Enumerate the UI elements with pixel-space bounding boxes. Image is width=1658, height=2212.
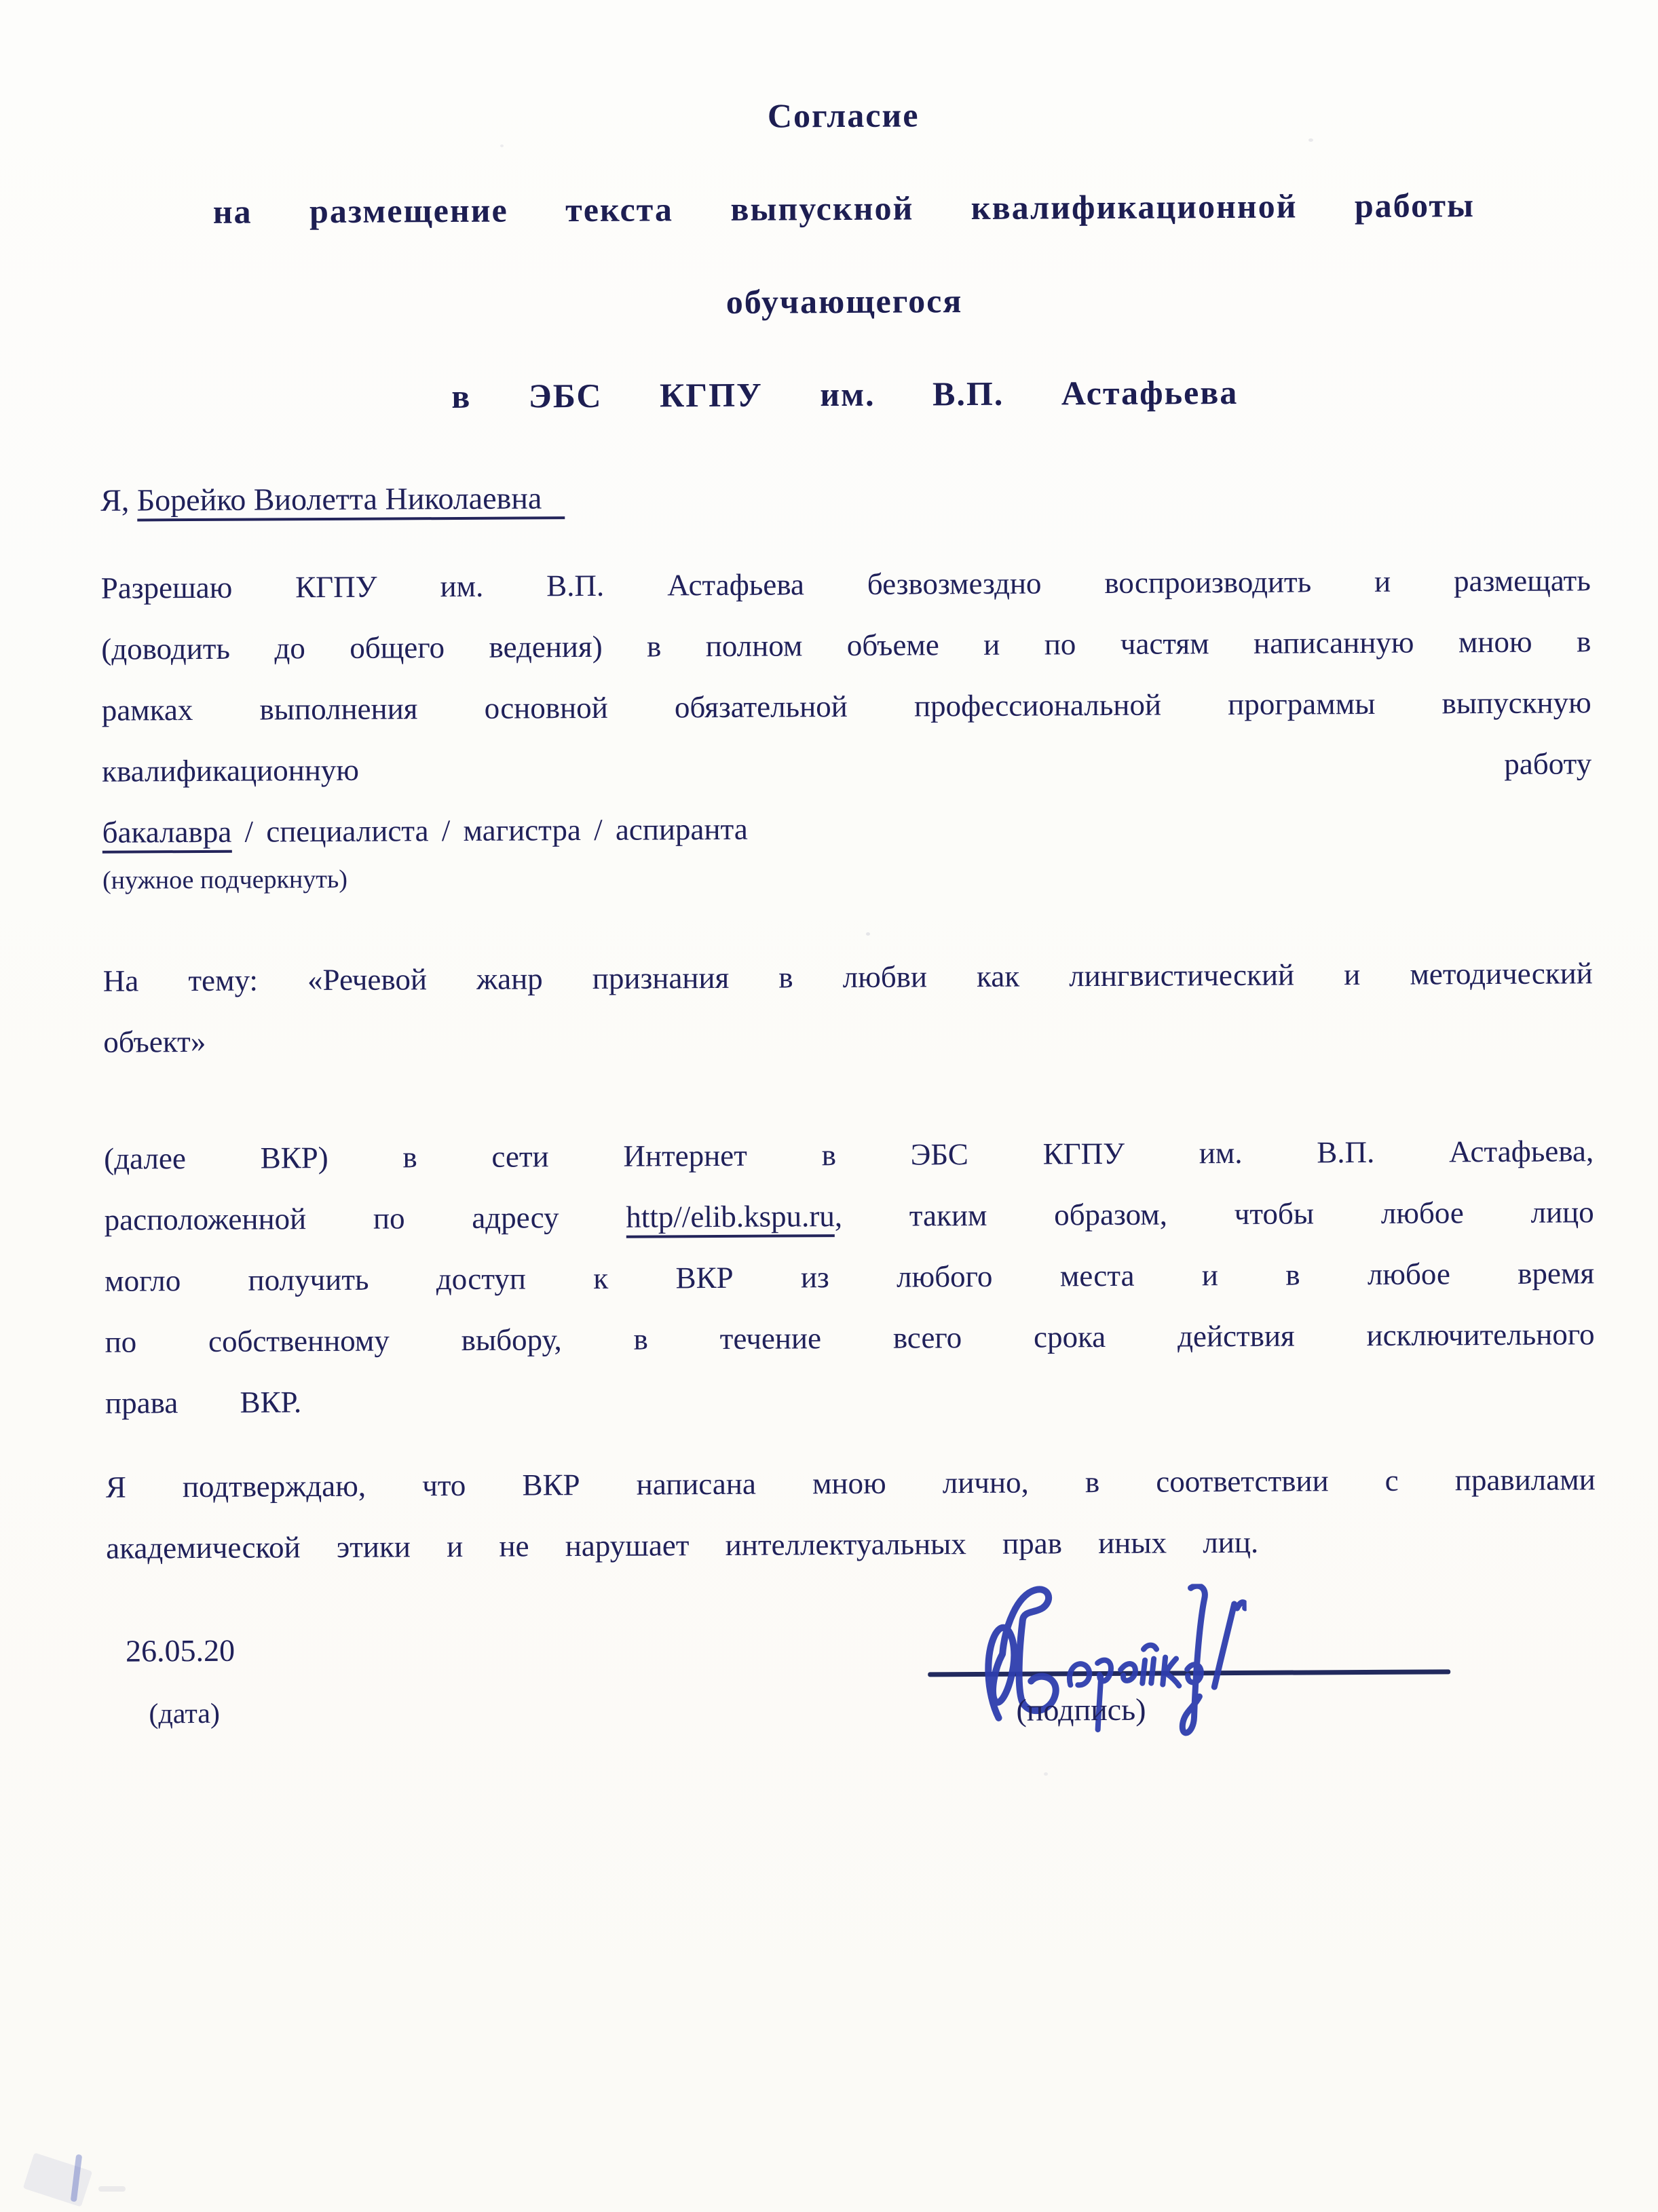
declarant-prefix: Я, bbox=[100, 482, 130, 518]
scan-smudge bbox=[23, 2152, 93, 2207]
declarant-name-underlined: Борейко Виолетта Николаевна bbox=[137, 480, 565, 521]
title-line-library: в ЭБС КГПУ им. В.П. Астафьева bbox=[451, 373, 1239, 416]
date-and-signature-block bbox=[107, 1611, 1598, 1958]
title-line-student: обучающегося bbox=[726, 282, 963, 321]
title-line-placement: на размещение текста выпускной квалификационной работы bbox=[212, 186, 1475, 231]
topic-paragraph bbox=[103, 943, 1594, 1073]
scan-speck bbox=[866, 932, 870, 936]
degree-options-line bbox=[102, 794, 1591, 862]
elib-url-underlined: http//elib.kspu.ru bbox=[626, 1199, 835, 1238]
document-body bbox=[100, 461, 1596, 1579]
signature-area bbox=[928, 1612, 1455, 1831]
topic-title-quoted: «Речевой жанр признания в любви как лингвистический и методический объект» bbox=[103, 956, 1593, 1060]
date-value: 26.05.20 bbox=[125, 1633, 235, 1668]
permission-paragraph: Разрешаю КГПУ им. В.П. Астафьева безвозмездно воспроизводить и размещать (доводить до общего ведения) в полном объеме и по частям написанную мною в рамках выполнения основной обязательной профессиональной программы выпускную квалификационную работу bbox=[100, 563, 1592, 788]
distribution-before-url: (далее ВКР) в сети Интернет в ЭБС КГПУ им. В.П. Астафьева, расположенной по адресу bbox=[104, 1134, 1594, 1238]
scan-smudge bbox=[98, 2186, 126, 2192]
underline-instruction-note: (нужное подчеркнуть) bbox=[102, 864, 348, 895]
scan-speck bbox=[1308, 138, 1313, 142]
signature-label: (подпись) bbox=[1016, 1692, 1146, 1728]
distribution-after-url: , таким образом, чтобы любое лицо могло получить доступ к ВКР из любого места и в любое время по собственному выбору, в течение всего срока действия исключительного права ВКР. bbox=[105, 1195, 1595, 1421]
document-content bbox=[98, 90, 1598, 1958]
degree-options-rest: / специалиста / магистра / аспиранта bbox=[231, 812, 748, 849]
scan-speck bbox=[1044, 1772, 1048, 1776]
confirmation-paragraph: Я подтверждаю, что ВКР написана мною лично, в соответствии с правилами академической этики и не нарушает интеллектуальных прав иных лиц. bbox=[105, 1462, 1596, 1566]
declarant-line bbox=[100, 461, 1590, 531]
distribution-paragraph bbox=[104, 1121, 1595, 1434]
date-label: (дата) bbox=[149, 1698, 221, 1730]
document-title-block bbox=[98, 90, 1589, 420]
topic-label: На тему: bbox=[102, 963, 259, 999]
title-line-consent: Согласие bbox=[767, 96, 920, 135]
degree-bachelor-underlined: бакалавра bbox=[102, 815, 232, 854]
scan-speck bbox=[500, 145, 504, 147]
